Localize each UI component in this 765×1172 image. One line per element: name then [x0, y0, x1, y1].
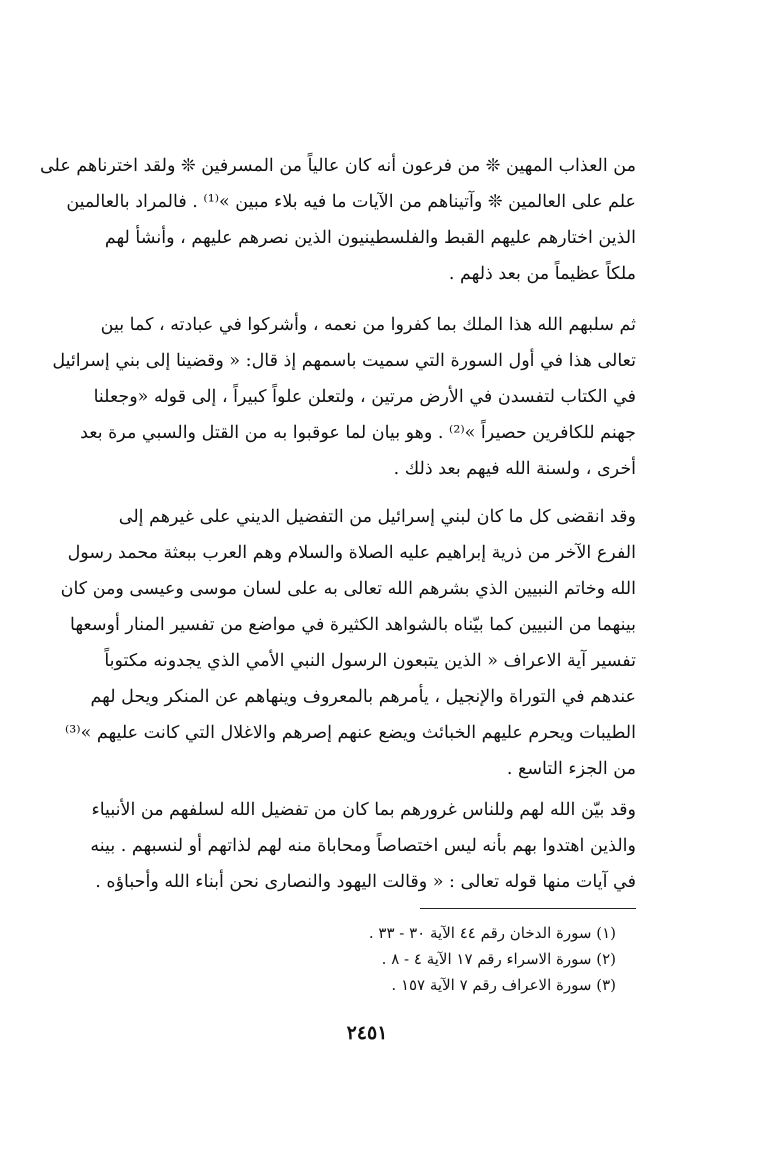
text-line: في الكتاب لتفسدن في الأرض مرتين ، ولتعلن علواً كبيراً ، إلى قوله «وجعلنا: [93, 387, 636, 407]
text-line: جهنم للكافرين حصيراً »⁽²⁾ . وهو بيان لما عوقبوا به من القتل والسبي مرة بعد: [80, 423, 636, 443]
text-line: الله وخاتم النبيين الذي بشرهم الله تعالى به على لسان موسى وعيسى ومن كان: [60, 579, 636, 599]
footnotes: [300, 920, 616, 998]
text-line: ثم سلبهم الله هذا الملك بما كفروا من نعمه ، وأشركوا في عبادته ، كما بين: [100, 315, 636, 335]
text-line: تفسير آية الاعراف « الذين يتبعون الرسول النبي الأمي الذي يجدونه مكتوباً: [104, 651, 636, 671]
paragraph-3: [60, 499, 636, 787]
text-line: تعالى هذا في أول السورة التي سميت باسمهم إذ قال: « وقضينا إلى بني إسرائيل: [52, 351, 636, 371]
text-line: من الجزء التاسع .: [506, 759, 636, 779]
text-line: ملكاً عظيماً من بعد ذلهم .: [448, 264, 636, 284]
text-line: عندهم في التوراة والإنجيل ، يأمرهم بالمعروف وينهاهم عن المنكر ويحل لهم: [90, 687, 636, 707]
paragraph-2: [52, 307, 636, 487]
paragraph-4: [90, 792, 636, 900]
footnote-1: (١) سورة الدخان رقم ٤٤ الآية ٣٠ - ٣٣ .: [368, 924, 616, 942]
text-line: وقد انقضى كل ما كان لبني إسرائيل من التفضيل الديني على غيرهم إلى: [118, 507, 636, 527]
text-line: علم على العالمين ❊ وآتيناهم من الآيات ما فيه بلاء مبين »⁽¹⁾ . فالمراد بالعالمين: [66, 192, 636, 212]
text-line: أخرى ، ولسنة الله فيهم بعد ذلك .: [393, 459, 636, 479]
text-line: من العذاب المهين ❊ من فرعون أنه كان عالياً من المسرفين ❊ ولقد اخترناهم على: [39, 156, 636, 176]
text-line: الذين اختارهم عليهم القبط والفلسطينيون الذين نصرهم عليهم ، وأنشأ لهم: [104, 228, 636, 248]
text-line: بينهما من النبيين كما بيّناه بالشواهد الكثيرة في مواضع من تفسير المنار أوسعها: [69, 615, 636, 635]
footnote-separator: [420, 908, 636, 909]
page-number: ٢٤٥١: [346, 1022, 388, 1044]
text-line: الفرع الآخر من ذرية إبراهيم عليه الصلاة والسلام وهم العرب ببعثة محمد رسول: [67, 543, 636, 563]
text-line: الطيبات ويحرم عليهم الخبائث ويضع عنهم إصرهم والاغلال التي كانت عليهم »⁽³⁾: [64, 723, 636, 743]
paragraph-1: [39, 148, 636, 292]
footnote-2: (٢) سورة الاسراء رقم ١٧ الآية ٤ - ٨ .: [381, 950, 616, 968]
footnote-3: (٣) سورة الاعراف رقم ٧ الآية ١٥٧ .: [391, 976, 616, 994]
text-line: والذين اهتدوا بهم بأنه ليس اختصاصاً ومحاباة منه لهم لذاتهم أو لنسبهم . بينه: [90, 836, 636, 856]
text-line: وقد بيّن الله لهم وللناس غرورهم بما كان من تفضيل الله لسلفهم من الأنبياء: [91, 800, 636, 820]
text-line: في آيات منها قوله تعالى : « وقالت اليهود والنصارى نحن أبناء الله وأحباؤه .: [95, 872, 636, 892]
